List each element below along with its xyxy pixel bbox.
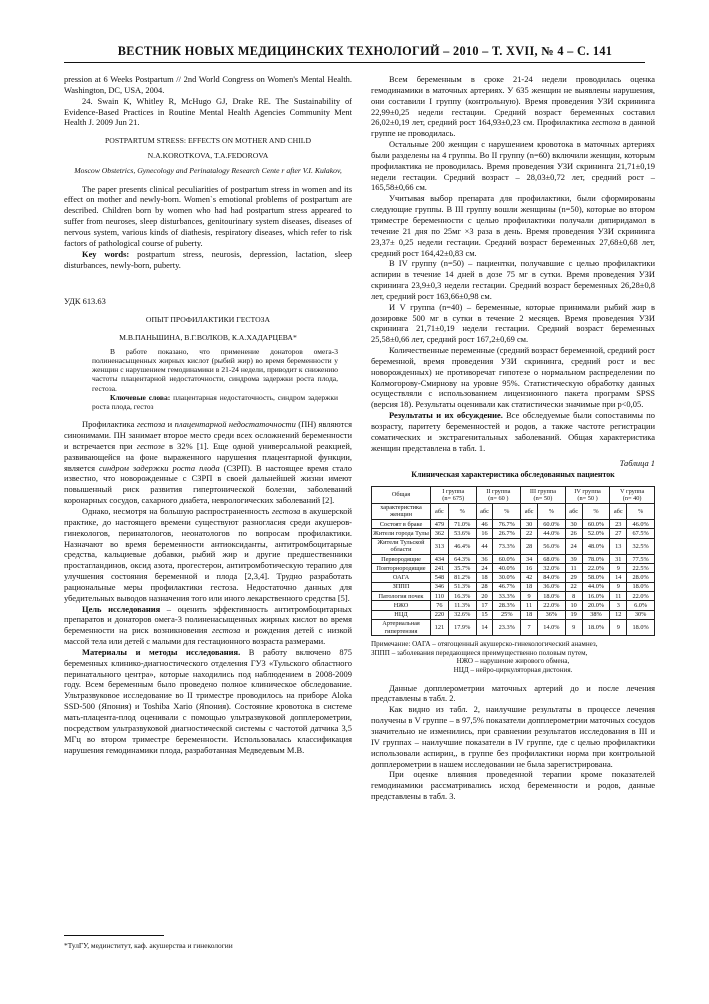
group-header: III группа (n= 50)	[521, 487, 566, 503]
percent-cell: 68.0%	[538, 554, 566, 563]
count-cell: 12	[610, 610, 627, 619]
percent-cell: 52.0%	[582, 529, 610, 538]
row-label: Состоят в браке	[372, 519, 431, 528]
group-2-paragraph: Остальные 200 женщин с нарушением кровотока в маточных артериях были разделены на 4 группы. Во II группу (n=60) включили женщин, которым профилактика не проводилась. Время проведения УЗИ скрининга 21,71±0,19 недели гестации. Средний возраст – 28,03±0,72 лет, средний рост – 165,58±0,66 см.	[371, 139, 655, 193]
footnote: *ТулГУ, мединститут, каф. акушерства и гинекологии	[64, 941, 233, 950]
table-corner-cell: Общая	[372, 487, 431, 503]
percent-cell: 28.0%	[627, 573, 655, 582]
count-cell: 9	[610, 582, 627, 591]
percent-cell: 20.0%	[582, 601, 610, 610]
table-row	[372, 554, 655, 563]
percent-cell: 46.4%	[448, 538, 476, 554]
count-cell: 24	[476, 564, 493, 573]
russian-keywords-text: плацентарная недостаточность, синдром задержки роста плода, гестоз	[92, 392, 338, 412]
percent-cell: 78.0%	[582, 554, 610, 563]
count-cell: 29	[565, 573, 582, 582]
header-rule	[64, 62, 645, 63]
table-number: Таблица 1	[619, 457, 655, 468]
percent-cell: 77.5%	[627, 554, 655, 563]
count-cell: 3	[610, 601, 627, 610]
percent-cell: 22.5%	[627, 564, 655, 573]
methods-paragraph: Материалы и методы исследования. В работу включено 875 беременных клинико-диагностического отделения ГУЗ «Тульского областного перинатального центра», которые находились под наблюдением в 2008-2009 году. Всем беременным было проведено полное клиническое обследование. Ультразвуковое исследование во II триместре проводилось на приборе Aloka SSD-500 (Япония) и Toshiba Xario (Япония). Состояние кровотока в системе мать-плацента-плод оценивали с помощью ультразвуковой допплерометрии, посредством ультразвуковой диагностической системы с частотой датчика 3,5 МГц во втором триместре беременности. Использовалась классификация нарушения гемодинамики плода, разработанная Медведевым М.В.	[64, 646, 352, 755]
table-row	[372, 582, 655, 591]
statistics-paragraph: Количественные переменные (средний возраст беременной, средний рост беременной, время проведения УЗИ скрининга, средний рост и вес новорожденных) не противоречат гипотезе о нормальном распределении по Колмогорову-Смирнову на уровне 95%. Статистическую обработку данных осуществляли с использованием лицензионного пакета программ SPSS (версия 18). Результаты оценивали как статистически значимые при p<0,05.	[371, 345, 655, 410]
group-3-paragraph: Учитывая выбор препарата для профилактики, были сформированы следующие группы. В III группу вошли женщины (n=50), которые во втором триместре беременности с целью профилактики получали дипиридамол в течение 21 дня по 25мг ×3 раза в день. Время проведения УЗИ скрининга 23,37± 0,25 недели гестации. Средний возраст беременных 27,68±0,68 лет, средний рост 164,42±0,83 см.	[371, 193, 655, 258]
percent-cell: 51.3%	[448, 582, 476, 591]
count-cell: 39	[565, 554, 582, 563]
table-body	[372, 519, 655, 635]
journal-header: ВЕСТНИК НОВЫХ МЕДИЦИНСКИХ ТЕХНОЛОГИЙ – 2010 – Т. XVII, № 4 – С. 141	[117, 44, 613, 58]
percent-cell: 46.0%	[627, 519, 655, 528]
patient-characteristics-table	[371, 486, 655, 636]
table-corner-cell-bottom: характеристика женщин	[372, 503, 431, 519]
percent-cell: 44.0%	[538, 529, 566, 538]
percent-cell: 56.0%	[538, 538, 566, 554]
results-paragraph: Результаты и их обсуждение. Все обследуемые были сопоставимы по возрасту, паритету беременностей и родов, а также частоте регистрации соматических и экстрагенитальных заболеваний. Общая характеристика женщин представлена в табл. 1.	[371, 410, 655, 453]
row-label: Жители Тульской области	[372, 538, 431, 554]
table-row	[372, 564, 655, 573]
group-header: V группа (n= 40)	[610, 487, 655, 503]
count-cell: 434	[431, 554, 449, 563]
percent-cell: 11.3%	[448, 601, 476, 610]
table-row	[372, 619, 655, 635]
count-cell: 28	[476, 582, 493, 591]
abs-header: абс	[476, 503, 493, 519]
count-cell: 27	[610, 529, 627, 538]
count-cell: 36	[476, 554, 493, 563]
percent-cell: 22.0%	[582, 564, 610, 573]
percent-cell: 30%	[627, 610, 655, 619]
count-cell: 76	[431, 601, 449, 610]
count-cell: 9	[521, 592, 538, 601]
russian-abstract: В работе показано, что применение донаторов омега-3 полиненасыщенных жирных кислот (рыбий жир) во время беременности у женщин с нарушением гемодинамики в 21-24 недели, приводит к снижению частоты плацентарной недостаточности, синдрома задержки роста плода, гестоза.	[92, 346, 338, 393]
english-keywords	[64, 249, 352, 271]
percent-cell: 73.3%	[493, 538, 521, 554]
percent-cell: 38%	[582, 610, 610, 619]
row-label: НЖО	[372, 601, 431, 610]
group-header: IV группа (n= 50 )	[565, 487, 610, 503]
percent-cell: 60.0%	[493, 554, 521, 563]
count-cell: 30	[521, 519, 538, 528]
count-cell: 42	[521, 573, 538, 582]
table-note-line: НЦД – нейро-циркуляторная дистония.	[453, 666, 573, 675]
right-column	[371, 74, 655, 802]
count-cell: 16	[521, 564, 538, 573]
count-cell: 46	[476, 519, 493, 528]
row-label: Жители города Тулы	[373, 529, 429, 537]
abs-header: абс	[521, 503, 538, 519]
percent-cell: 81.2%	[448, 573, 476, 582]
count-cell: 23	[610, 519, 627, 528]
count-cell: 19	[565, 610, 582, 619]
percent-cell: 60.0%	[582, 519, 610, 528]
count-cell: 110	[431, 592, 449, 601]
count-cell: 11	[521, 601, 538, 610]
count-cell: 14	[610, 573, 627, 582]
percent-cell: 6.0%	[627, 601, 655, 610]
table-row	[372, 592, 655, 601]
count-cell: 9	[610, 564, 627, 573]
reference-24: 24. Swain K, Whitley R, McHugo GJ, Drake RE. The Sustainability of Evidence-Based Practices in Routine Mental Health Agencies Community Ment Health J. 2009 Jun 21.	[64, 95, 352, 128]
aim-paragraph: Цель исследования – оценить эффективность антитромбоцитарных препаратов и донаторов омега-3 полиненасыщенных жирных кислот во время беременности на риск возникновения гестоза и рождения детей с низкой массой тела или детей с малыми для гестационного возраста размерами.	[64, 603, 353, 647]
count-cell: 18	[476, 573, 493, 582]
row-label: Повторнородящие	[372, 564, 431, 573]
abs-header: абс	[565, 503, 582, 519]
pct-header: %	[538, 503, 566, 519]
percent-cell: 33.3%	[493, 592, 521, 601]
table-caption: Клиническая характеристика обследованных пациенток	[411, 470, 615, 480]
russian-article-title: ОПЫТ ПРОФИЛАКТИКИ ГЕСТОЗА	[145, 315, 271, 325]
english-article-title: POSTPARTUM STRESS: EFFECTS ON MOTHER AND CHILD	[105, 136, 311, 146]
left-column	[64, 74, 352, 755]
percent-cell: 14.0%	[538, 619, 566, 635]
percent-cell: 16.3%	[448, 592, 476, 601]
percent-cell: 28.3%	[493, 601, 521, 610]
pct-header: %	[448, 503, 476, 519]
percent-cell: 18.0%	[538, 592, 566, 601]
treatment-results-paragraph: Как видно из табл. 2, наилучшие результаты в процессе лечения получены в V группе – в 97,5% показатели допплерометрии маточных сосудов значительно не изменились, при сравнении результатов исследования в III и IV группах – наилучшие показатели в IV группе, где с целью профилактики использовали аспирин,, в группе без профилактики норма при контрольной допплерометрии в нашем исследовании не была зарегистрирована.	[371, 704, 655, 769]
count-cell: 17	[476, 601, 493, 610]
percent-cell: 30.0%	[493, 573, 521, 582]
percent-cell: 46.7%	[493, 582, 521, 591]
table-note-line: ЗППП – заболевания передающиеся преимущественно половым путем,	[371, 648, 588, 657]
russian-keywords	[92, 393, 338, 411]
count-cell: 18	[521, 610, 538, 619]
row-label: Патология почек	[372, 592, 431, 601]
percent-cell: 18.0%	[627, 619, 655, 635]
english-affiliation: Moscow Obstetrics, Gynecology and Perinatalogy Research Cente r after V.I. Kulakov,	[74, 165, 342, 175]
count-cell: 20	[476, 592, 493, 601]
count-cell: 28	[521, 538, 538, 554]
count-cell: 30	[565, 519, 582, 528]
percent-cell: 16.0%	[582, 592, 610, 601]
english-authors: N.A.KOROTKOVA, T.A.FEDOROVA	[147, 151, 269, 161]
count-cell: 241	[431, 564, 449, 573]
row-label: Первородящие	[372, 554, 431, 563]
count-cell: 362	[431, 529, 449, 538]
count-cell: 121	[431, 619, 449, 635]
count-cell: 11	[565, 564, 582, 573]
count-cell: 26	[565, 529, 582, 538]
udc-code: УДК 613.63	[64, 296, 106, 307]
footnote-rule	[64, 935, 164, 936]
table-note-line: НЖО – нарушение жирового обмена,	[456, 657, 570, 666]
percent-cell: 58.0%	[582, 573, 610, 582]
russian-keywords-label: Ключевые слова:	[110, 392, 171, 402]
count-cell: 13	[610, 538, 627, 554]
group-5-paragraph: И V группа (n=40) – беременные, которые принимали рыбий жир в дозировке 500 мг в сутки в течение 2 месяцев. Время проведения УЗИ скрининга 21,71±0,19 недели гестации. Средний возраст беременных 25,58±0,66 лет, средний рост 167,2±0,69 см.	[371, 301, 655, 345]
count-cell: 313	[431, 538, 449, 554]
abs-header: абс	[610, 503, 627, 519]
count-cell: 220	[431, 610, 449, 619]
group-header: I группа (n= 675)	[431, 487, 477, 503]
percent-cell: 22.0%	[538, 601, 566, 610]
table-row	[372, 529, 655, 538]
percent-cell: 22.0%	[627, 592, 655, 601]
count-cell: 16	[476, 529, 493, 538]
table-row	[372, 601, 655, 610]
count-cell: 22	[521, 529, 538, 538]
count-cell: 9	[610, 619, 627, 635]
pct-header: %	[627, 503, 655, 519]
english-keywords-text: postpartum stress, neurosis, depression, lactation, sleep disturbances, newly-born, puberty.	[64, 248, 353, 270]
count-cell: 9	[565, 619, 582, 635]
table-row	[372, 573, 655, 582]
pct-header: %	[582, 503, 610, 519]
english-abstract: The paper presents clinical peculiarities of postpartum stress in women and its effect on mother and newly-born. Women`s emotional problems of postpartum are described. Children born by women who had had postpartum stress appeared to suffer from neuroses, sleep disturbances, genitourinary system diseases, diseases of nervous system, various kinds of diathesis, respiratory diseases, which refer to risk factors of pathological course of puberty.	[64, 183, 352, 248]
percent-cell: 36.0%	[538, 582, 566, 591]
control-group-paragraph: Всем беременным в сроке 21-24 недели проводилась оценка гемодинамики в маточных артериях. У 635 женщин не выявлены нарушения, они составили I группу (контрольную). Время проведения УЗИ скрининга 22,99±0,25 недели гестации. Средний возраст беременных составил 26,02±0,19 лет, средний рост 164,93±0,23 см. Профилактика гестоза в данной группе не проводилась.	[371, 74, 655, 139]
percent-cell: 32.0%	[538, 564, 566, 573]
percent-cell: 44.0%	[582, 582, 610, 591]
count-cell: 346	[431, 582, 449, 591]
intro-paragraph: Профилактика гестоза и плацентарной недостаточности (ПН) являются синонимами. ПН занимает второе место среди всех осложнений беременности и встречается при гестозе в 32% [1]. Еще одной универсальной реакцией, развивающейся на фоне выраженного нарушения плацентарной функции, является синдром задержки роста плода (СЗРП). В настоящее время стало известно, что новорожденные с СЗРП в своей дальнейшей жизни имеют повышенный риск развития гипертонической болезни, заболеваний коронарных сосудов, сахарного диабета, неврологических заболеваний [2].	[64, 419, 352, 506]
row-label: ОАГА	[372, 573, 431, 582]
count-cell: 10	[565, 601, 582, 610]
percent-cell: 17.9%	[448, 619, 476, 635]
row-label: ЗППП	[372, 582, 431, 591]
percent-cell: 53.6%	[448, 529, 476, 538]
percent-cell: 18.0%	[582, 619, 610, 635]
count-cell: 22	[565, 582, 582, 591]
percent-cell: 67.5%	[627, 529, 655, 538]
count-cell: 7	[521, 619, 538, 635]
percent-cell: 23.3%	[493, 619, 521, 635]
percent-cell: 18.0%	[627, 582, 655, 591]
table-row	[372, 538, 655, 554]
percent-cell: 48.0%	[582, 538, 610, 554]
row-label: Артериальная гипертензия	[372, 619, 431, 635]
doppler-paragraph: Данные допплерометрии маточных артерий до и после лечения представлены в табл. 2.	[371, 682, 655, 704]
pct-header: %	[493, 503, 521, 519]
percent-cell: 32.5%	[627, 538, 655, 554]
count-cell: 548	[431, 573, 449, 582]
outcome-paragraph: При оценке влияния проведенной терапии кроме показателей гемодинамики рассматривались исход беременности и родов, данные представлены в табл. 3.	[371, 769, 655, 802]
russian-authors: М.В.ПАНЬШИНА, В.Г.ВОЛКОВ, К.А.ХАДАРЦЕВА*	[119, 333, 297, 342]
abs-header: абс	[431, 503, 449, 519]
reference-continued: pression at 6 Weeks Postpartum // 2nd World Congress on Women's Mental Health. Washington, DC, USA, 2004.	[64, 74, 352, 95]
count-cell: 15	[476, 610, 493, 619]
count-cell: 44	[476, 538, 493, 554]
prevention-paragraph: Однако, несмотря на большую распространенность гестоза в акушерской практике, до настоящего времени существуют разногласия среди акушеров-гинекологов, перинатологов, неонатологов по вопросам профилактики. Назначают во время беременности антиоксиданты, антитромбоцитарные средства, кальциевые добавки, рыбий жир и другие предшественники простагландинов, оксид азота, прогестерон, антитромботическую терапию для улучшения состояния беременной и плода [2,3,4]. Трудно разработать рациональные меры профилактики гестоза. Недостаточно данных для убедительных выводов назначения того или иного лекарственного средства [5].	[64, 505, 352, 603]
percent-cell: 76.7%	[493, 519, 521, 528]
group-4-paragraph: В IV группу (n=50) – пациентки, получавшие с целью профилактики аспирин в течение 14 дней в дозе 75 мг в сутки. Время проведения УЗИ скрининга 23,9±0,3 недели гестации. Средний возраст беременных 26,28±0,8 лет, средний рост 163,66±0,98 см.	[371, 258, 655, 301]
count-cell: 479	[431, 519, 449, 528]
russian-abstract-block	[64, 347, 352, 411]
table-row	[372, 610, 655, 619]
count-cell: 34	[521, 554, 538, 563]
count-cell: 11	[610, 592, 627, 601]
percent-cell: 71.0%	[448, 519, 476, 528]
percent-cell: 35.7%	[448, 564, 476, 573]
percent-cell: 32.6%	[448, 610, 476, 619]
group-header: II группа (n= 60 )	[476, 487, 521, 503]
table-header-row	[372, 487, 655, 503]
count-cell: 31	[610, 554, 627, 563]
count-cell: 24	[565, 538, 582, 554]
percent-cell: 36%	[538, 610, 566, 619]
table-note	[371, 640, 655, 674]
count-cell: 14	[476, 619, 493, 635]
row-label: НЦД	[372, 610, 431, 619]
table-subheader-row	[372, 503, 655, 519]
percent-cell: 84.0%	[538, 573, 566, 582]
percent-cell: 60.0%	[538, 519, 566, 528]
percent-cell: 25%	[493, 610, 521, 619]
percent-cell: 64.3%	[448, 554, 476, 563]
count-cell: 18	[521, 582, 538, 591]
percent-cell: 26.7%	[493, 529, 521, 538]
english-keywords-label: Key words:	[82, 248, 130, 259]
percent-cell: 40.0%	[493, 564, 521, 573]
count-cell: 8	[565, 592, 582, 601]
table-row	[372, 519, 655, 528]
table-note-line: Примечание: ОАГА – отягощенный акушерско-гинекологический анамнез,	[371, 640, 598, 649]
